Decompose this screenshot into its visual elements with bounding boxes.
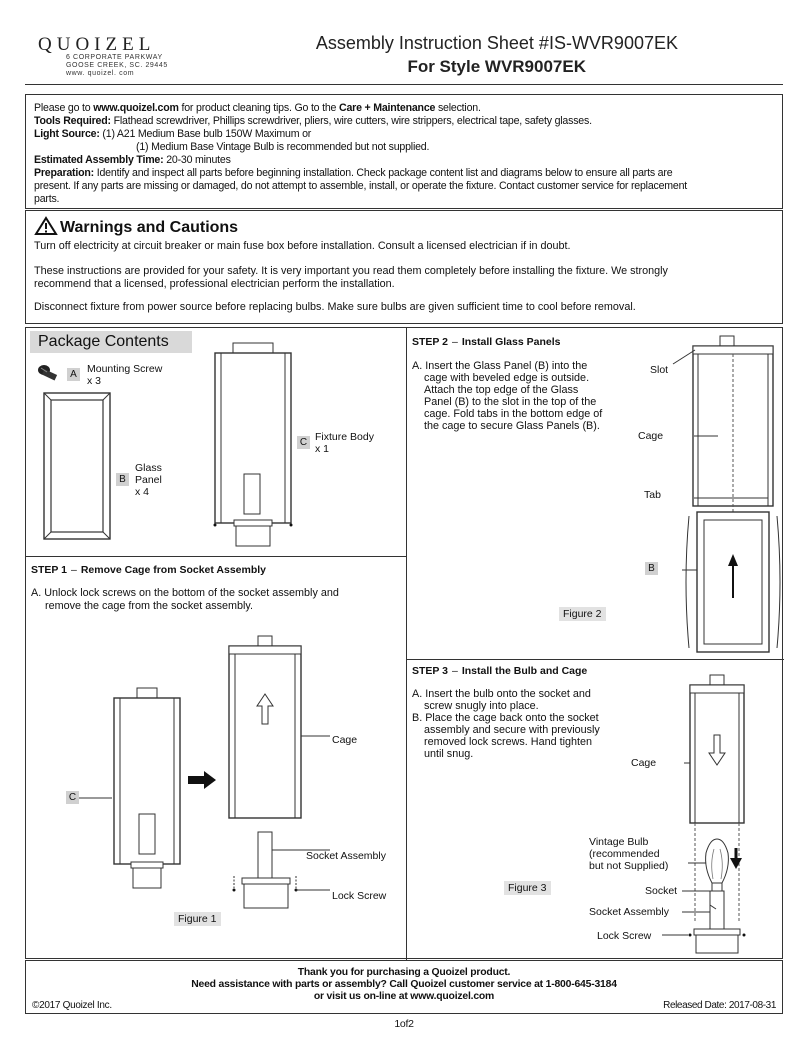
address-line-1: 6 CORPORATE PARKWAY (66, 54, 163, 61)
part-c-name: Fixture Body (315, 431, 374, 443)
light-source-line-2: (1) Medium Base Vintage Bulb is recommended but not supplied. (136, 141, 430, 153)
part-b-quantity: x 4 (135, 486, 150, 498)
figure-2-cage-label: Cage (638, 430, 664, 442)
figure-1-cage-label: Cage (332, 734, 358, 746)
preparation-line-2: present. If any parts are missing or damaged, do not attempt to assemble, install, or operate the fixture. Contact customer service for replacement (34, 180, 688, 192)
warning-paragraph-3: Disconnect fixture from power source before replacing bulbs. Make sure bulbs are given sufficient time to cool before removal. (34, 301, 636, 313)
part-c-badge: C (297, 436, 310, 449)
figure-1-part-c-badge: C (66, 791, 79, 804)
footer-thanks: Thank you for purchasing a Quoizel product. (297, 967, 511, 978)
tools-line (34, 115, 592, 128)
package-contents-title: Package Contents (30, 331, 192, 353)
care-maintenance-label: Care + Maintenance (339, 102, 436, 114)
step-1-title (31, 564, 266, 576)
tools-label: Tools Required: (34, 115, 111, 127)
figure-3-bulb-label-3: but not Supplied) (589, 860, 669, 872)
figure-1-socket-assembly-label: Socket Assembly (306, 850, 386, 862)
warning-paragraph-1: Turn off electricity at circuit breaker or main fuse box before installation. Consult a licensed electrician if in doubt. (34, 240, 571, 252)
preparation-text: Identify and inspect all parts before beginning installation. Check package content list and diagrams below to ensure all parts are (96, 167, 673, 179)
intro-text: Please go to (34, 102, 91, 114)
address-line-2: GOOSE CREEK, SC. 29445 (66, 62, 168, 69)
step-3-text-3: B. Place the cage back onto the socket (412, 712, 599, 724)
intro-section (25, 94, 783, 209)
cleaning-tips-line (34, 102, 481, 115)
step-3-text-4: assembly and secure with previously (424, 724, 600, 736)
part-b-name-2: Panel (135, 474, 162, 486)
step-2-heading: Install Glass Panels (461, 336, 561, 348)
preparation-label: Preparation: (34, 167, 94, 179)
assembly-time-line (34, 154, 231, 167)
step-3-text-6: until snug. (424, 748, 474, 760)
step-2-text-1: A. Insert the Glass Panel (B) into the (412, 360, 588, 372)
preparation-line-3: parts. (34, 193, 60, 205)
footer-website: or visit us on-line at www.quoizel.com (313, 991, 495, 1002)
warning-paragraph-2b: recommend that a licensed, professional electrician perform the installation. (34, 278, 395, 290)
step-3-heading: Install the Bulb and Cage (461, 665, 588, 677)
step-1-text-2: remove the cage from the socket assembly. (45, 600, 254, 612)
assembly-time-label: Estimated Assembly Time: (34, 154, 164, 166)
step-2-text-3: Attach the top edge of the Glass (424, 384, 579, 396)
step-1-text-1: A. Unlock lock screws on the bottom of the socket assembly and (31, 587, 339, 599)
step-3-label: STEP 3 (412, 665, 448, 677)
step-1-heading: Remove Cage from Socket Assembly (80, 564, 267, 576)
part-b-name-1: Glass (135, 462, 162, 474)
figure-1-diagram (66, 632, 356, 932)
figure-2-caption: Figure 2 (559, 607, 606, 621)
header-divider (25, 84, 783, 85)
step-2-text-2: cage with beveled edge is outside. (424, 372, 590, 384)
fixture-body-drawing (212, 342, 294, 552)
figure-3-lock-screw-label: Lock Screw (597, 930, 652, 942)
figure-3-socket-label: Socket (645, 885, 678, 897)
part-c-quantity: x 1 (315, 443, 330, 455)
figure-3-bulb-label-1: Vintage Bulb (589, 836, 649, 848)
glass-panel-drawing (43, 392, 111, 540)
step-2-text-5: cage. Fold tabs in the bottom edge of (424, 408, 603, 420)
light-source-label: Light Source: (34, 128, 100, 140)
part-a-name: Mounting Screw (87, 363, 163, 375)
release-date: Released Date: 2017-08-31 (663, 1000, 776, 1011)
section-divider-right (406, 659, 784, 660)
copyright-text: ©2017 Quoizel Inc. (32, 1000, 112, 1011)
intro-text: selection. (437, 102, 481, 114)
step-3-text-1: A. Insert the bulb onto the socket and (412, 688, 591, 700)
step-3-text-5: removed lock screws. Hand tighten (424, 736, 593, 748)
warning-triangle-icon (35, 217, 57, 235)
step-3-title (412, 665, 587, 677)
figure-2-part-b-badge: B (645, 562, 658, 575)
footer-section (25, 960, 783, 1014)
footer-support: Need assistance with parts or assembly? Call Quoizel customer service at 1-800-645-3184 (191, 979, 617, 990)
step-3-text-2: screw snugly into place. (424, 700, 539, 712)
step-2-title (412, 336, 560, 348)
figure-3-cage-label: Cage (631, 757, 657, 769)
figure-2-tab-label: Tab (644, 489, 661, 501)
instructions-grid (25, 327, 783, 959)
style-title: For Style WVR9007EK (407, 57, 586, 76)
light-source-line (34, 128, 311, 141)
figure-3-socket-assembly-label: Socket Assembly (589, 906, 669, 918)
page-number: 1of2 (394, 1018, 414, 1030)
mounting-screw-icon (36, 362, 62, 382)
part-a-quantity: x 3 (87, 375, 102, 387)
website-link[interactable]: www.quoizel.com (93, 102, 179, 114)
step-2-text-4: Panel (B) to the slot in the top of the (424, 396, 597, 408)
light-source-text: (1) A21 Medium Base bulb 150W Maximum or (102, 128, 312, 140)
assembly-time-text: 20-30 minutes (166, 154, 231, 166)
figure-1-lock-screw-label: Lock Screw (332, 890, 387, 902)
step-2-text-6: the cage to secure Glass Panels (B). (424, 420, 600, 432)
brand-logo: QUOIZEL (38, 34, 156, 55)
part-b-badge: B (116, 473, 129, 486)
warning-paragraph-2a: These instructions are provided for your safety. It is very important you read them completely before installing the fixture. We strongly (34, 265, 668, 277)
step-dash: – (452, 665, 458, 677)
part-a-badge: A (67, 368, 80, 381)
figure-3-bulb-label-2: (recommended (589, 848, 660, 860)
figure-1-caption: Figure 1 (174, 912, 221, 926)
section-divider-left (26, 556, 406, 557)
step-dash: – (71, 564, 77, 576)
website-text: www. quoizel. com (66, 70, 135, 77)
document-title: Assembly Instruction Sheet #IS-WVR9007EK (315, 33, 678, 53)
warnings-section (25, 210, 783, 324)
figure-3-caption: Figure 3 (504, 881, 551, 895)
step-dash: – (452, 336, 458, 348)
column-divider (406, 328, 407, 960)
figure-2-slot-label: Slot (650, 364, 669, 376)
step-1-label: STEP 1 (31, 564, 67, 576)
warnings-title: Warnings and Cautions (60, 219, 239, 236)
intro-text: for product cleaning tips. Go to the (181, 102, 337, 114)
step-2-label: STEP 2 (412, 336, 448, 348)
tools-text: Flathead screwdriver, Phillips screwdriver, pliers, wire cutters, wire strippers, electrical tape, safety glasses. (113, 115, 592, 127)
preparation-line (34, 167, 672, 180)
